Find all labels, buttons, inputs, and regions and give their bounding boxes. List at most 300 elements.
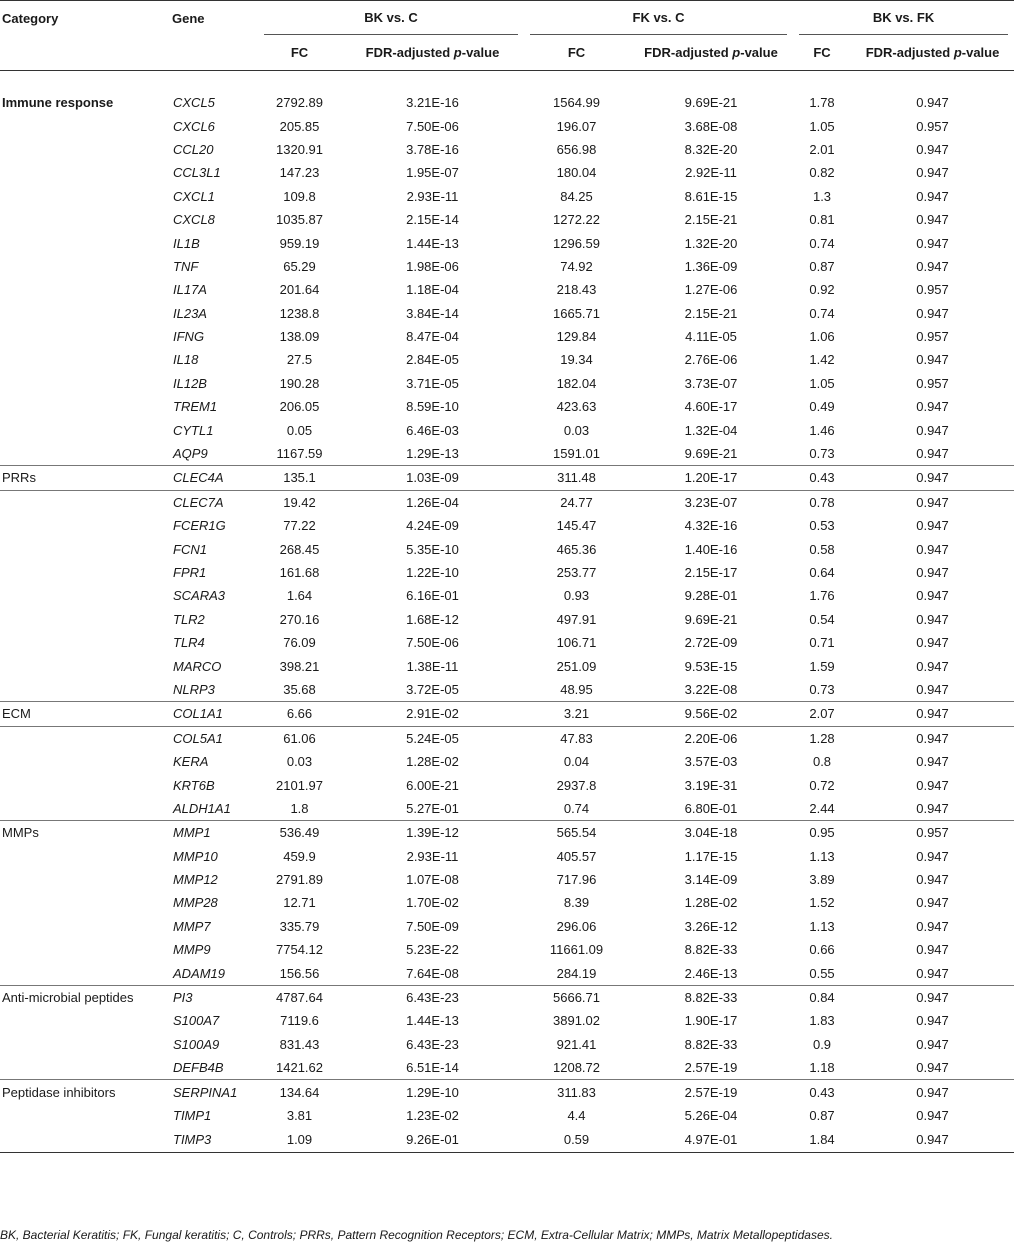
table-row <box>0 750 1014 773</box>
fk-vs-c-fc-cell: 1665.71 <box>553 305 600 321</box>
bk-vs-fk-fc-cell: 0.73 <box>809 681 835 697</box>
bk-vs-fk-fdr-cell: 0.947 <box>851 726 1014 750</box>
header-fdr-p: p <box>953 45 962 60</box>
header-fdr-prefix: FDR-adjusted <box>365 45 454 60</box>
table-row <box>0 961 1014 985</box>
gene-cell: TLR4 <box>173 635 205 651</box>
bk-vs-c-fc-cell: 2791.89 <box>276 872 323 888</box>
category-cell <box>0 938 170 961</box>
table-row <box>0 490 1014 514</box>
table-row <box>0 608 1014 631</box>
bk-vs-c-fc-cell: 19.42 <box>258 490 341 514</box>
bk-vs-fk-fdr-cell: 0.947 <box>916 518 949 534</box>
gene-cell: CXCL6 <box>173 118 215 134</box>
bk-vs-fk-fdr-cell: 0.947 <box>916 1107 949 1123</box>
gene-cell: CXCL5 <box>173 95 215 111</box>
category-cell <box>0 1056 170 1080</box>
gene-cell: TREM1 <box>173 399 218 415</box>
header-empty-gene <box>170 35 258 71</box>
fk-vs-c-fdr-cell: 1.32E-04 <box>684 422 738 438</box>
table-row <box>0 868 1014 891</box>
table-row <box>0 302 1014 325</box>
bk-vs-c-fdr-cell: 6.43E-23 <box>341 985 524 1009</box>
fk-vs-c-fdr-cell: 6.80E-01 <box>684 800 738 816</box>
bk-vs-fk-fdr-cell: 0.947 <box>851 1127 1014 1153</box>
bk-vs-c-fdr-cell: 1.18E-04 <box>406 282 459 298</box>
bk-vs-c-fc-cell: 2101.97 <box>276 777 323 793</box>
bk-vs-c-fc-cell: 1167.59 <box>276 446 323 462</box>
header-fc-bk-vs-fk: FC <box>793 35 851 71</box>
table-row <box>0 915 1014 938</box>
bk-vs-fk-fdr-cell: 0.947 <box>851 466 1014 490</box>
fk-vs-c-fdr-cell: 1.28E-02 <box>684 895 738 911</box>
category-cell <box>0 208 170 231</box>
bk-vs-fk-fc-cell: 0.8 <box>812 754 832 770</box>
bk-vs-c-fc-cell: 135.1 <box>258 466 341 490</box>
table-row <box>0 1009 1014 1032</box>
category-cell <box>0 161 170 184</box>
bk-vs-c-fc-cell: 27.5 <box>286 352 313 368</box>
bk-vs-fk-fdr-cell: 0.947 <box>851 702 1014 726</box>
bk-vs-fk-fc-cell: 0.95 <box>793 821 851 845</box>
fk-vs-c-fc-cell: 296.06 <box>556 918 597 934</box>
table-row <box>0 161 1014 184</box>
gene-cell: S100A9 <box>173 1036 220 1052</box>
bk-vs-c-fdr-cell: 1.39E-12 <box>341 821 524 845</box>
category-cell <box>0 537 170 560</box>
bk-vs-c-fc-cell: 1421.62 <box>276 1060 323 1076</box>
bk-vs-fk-fc-cell: 0.64 <box>809 565 835 580</box>
gene-cell: IL1B <box>173 235 200 251</box>
gene-cell: TIMP1 <box>173 1107 212 1123</box>
table-row <box>0 395 1014 418</box>
fk-vs-c-fdr-cell: 2.15E-17 <box>684 565 738 580</box>
header-group-label: BK vs. C <box>264 2 518 35</box>
table-row <box>0 231 1014 254</box>
fk-vs-c-fdr-cell: 2.57E-19 <box>629 1080 793 1104</box>
bk-vs-c-fc-cell: 398.21 <box>279 658 320 674</box>
table-row <box>0 348 1014 371</box>
bk-vs-fk-fdr-cell: 0.947 <box>916 872 949 888</box>
fk-vs-c-fdr-cell: 8.61E-15 <box>684 188 738 204</box>
bk-vs-c-fc-cell: 1.8 <box>290 800 309 816</box>
bk-vs-c-fdr-cell: 6.00E-21 <box>406 777 459 793</box>
header-group-fk-vs-c <box>524 1 793 36</box>
fk-vs-c-fc-cell: 5666.71 <box>524 985 629 1009</box>
category-cell <box>0 114 170 137</box>
table-row <box>0 514 1014 537</box>
bk-vs-fk-fdr-cell: 0.947 <box>851 1080 1014 1104</box>
table-row <box>0 678 1014 702</box>
table-row <box>0 985 1014 1009</box>
fk-vs-c-fdr-cell: 8.82E-33 <box>629 985 793 1009</box>
gene-cell: TLR2 <box>173 611 205 627</box>
bk-vs-fk-fdr-cell: 0.947 <box>916 800 949 816</box>
bk-vs-fk-fdr-cell: 0.947 <box>916 165 949 181</box>
bk-vs-fk-fc-cell: 0.43 <box>793 1080 851 1104</box>
bk-vs-c-fdr-cell: 6.43E-23 <box>406 1036 459 1052</box>
fk-vs-c-fc-cell: 921.41 <box>556 1036 597 1052</box>
bk-vs-c-fdr-cell: 1.44E-13 <box>406 1013 459 1029</box>
fk-vs-c-fc-cell: 423.63 <box>556 399 597 415</box>
fk-vs-c-fdr-cell: 1.17E-15 <box>684 848 738 864</box>
fk-vs-c-fc-cell: 0.04 <box>563 754 590 770</box>
fk-vs-c-fc-cell: 129.84 <box>556 329 597 345</box>
fk-vs-c-fdr-cell: 9.69E-21 <box>684 611 738 627</box>
fk-vs-c-fc-cell: 182.04 <box>556 375 597 391</box>
bk-vs-c-fdr-cell: 8.47E-04 <box>406 329 459 345</box>
header-fdr-p: p <box>732 45 741 60</box>
bk-vs-fk-fc-cell: 0.71 <box>809 635 835 651</box>
bk-vs-c-fdr-cell: 3.72E-05 <box>406 681 459 697</box>
bk-vs-c-fdr-cell: 3.78E-16 <box>406 141 459 157</box>
table-row <box>0 372 1014 395</box>
header-gene: Gene <box>170 1 258 36</box>
fk-vs-c-fc-cell: 1296.59 <box>553 235 600 251</box>
bk-vs-fk-fdr-cell: 0.947 <box>916 141 949 157</box>
fk-vs-c-fdr-cell: 2.15E-21 <box>684 212 738 228</box>
bk-vs-c-fdr-cell: 1.29E-13 <box>406 446 459 462</box>
bk-vs-c-fc-cell: 205.85 <box>279 118 320 134</box>
bk-vs-fk-fdr-cell: 0.947 <box>916 965 949 981</box>
header-category: Category <box>0 1 170 36</box>
bk-vs-fk-fc-cell: 0.58 <box>809 541 835 557</box>
bk-vs-c-fc-cell: 7754.12 <box>276 942 323 958</box>
bk-vs-fk-fdr-cell: 0.947 <box>916 895 949 911</box>
fk-vs-c-fdr-cell: 1.36E-09 <box>684 258 738 274</box>
bk-vs-c-fc-cell: 1238.8 <box>279 305 320 321</box>
bk-vs-fk-fc-cell: 1.46 <box>809 422 835 438</box>
fk-vs-c-fdr-cell: 3.26E-12 <box>684 918 738 934</box>
bk-vs-c-fc-cell: 2792.89 <box>276 95 323 111</box>
table-row <box>0 278 1014 301</box>
bk-vs-c-fc-cell: 161.68 <box>279 565 320 580</box>
gene-cell: PI3 <box>170 985 258 1009</box>
table-row <box>0 584 1014 607</box>
fk-vs-c-fc-cell: 8.39 <box>563 895 590 911</box>
category-cell <box>0 372 170 395</box>
bk-vs-c-fdr-cell: 2.93E-11 <box>406 188 459 204</box>
header-row-groups <box>0 1 1014 36</box>
header-fdr-suffix: -value <box>961 45 1000 60</box>
gene-cell: CLEC4A <box>170 466 258 490</box>
fk-vs-c-fdr-cell: 2.72E-09 <box>684 635 738 651</box>
fk-vs-c-fdr-cell: 2.20E-06 <box>629 726 793 750</box>
bk-vs-fk-fc-cell: 1.78 <box>809 95 835 111</box>
bk-vs-fk-fdr-cell: 0.947 <box>916 422 949 438</box>
fk-vs-c-fc-cell: 656.98 <box>556 141 597 157</box>
fk-vs-c-fc-cell: 717.96 <box>556 872 597 888</box>
fk-vs-c-fdr-cell: 4.11E-05 <box>685 329 737 345</box>
table-row <box>0 1127 1014 1153</box>
fk-vs-c-fdr-cell: 3.73E-07 <box>684 375 738 391</box>
table-row <box>0 1080 1014 1104</box>
bk-vs-fk-fc-cell: 0.43 <box>793 466 851 490</box>
bk-vs-fk-fc-cell: 2.44 <box>809 800 835 816</box>
bk-vs-fk-fdr-cell: 0.957 <box>851 821 1014 845</box>
table-row <box>0 726 1014 750</box>
bk-vs-fk-fc-cell: 1.05 <box>809 375 835 391</box>
fk-vs-c-fdr-cell: 9.69E-21 <box>684 446 738 462</box>
category-cell: ECM <box>0 702 170 726</box>
fk-vs-c-fdr-cell: 3.04E-18 <box>629 821 793 845</box>
header-fdr-bk-vs-c <box>341 35 524 71</box>
fk-vs-c-fdr-cell: 3.22E-08 <box>684 681 738 697</box>
header-group-label: FK vs. C <box>530 2 787 35</box>
bk-vs-c-fdr-cell: 1.07E-08 <box>406 872 459 888</box>
fk-vs-c-fc-cell: 11661.09 <box>549 942 604 958</box>
bk-vs-fk-fdr-cell: 0.947 <box>916 399 949 415</box>
table-footnote: BK, Bacterial Keratitis; FK, Fungal keratitis; C, Controls; PRRs, Pattern Recognition Receptors; ECM, Extra-Cellular Matrix; MMPs, Matrix Metallopeptidases. <box>0 1228 833 1242</box>
bk-vs-c-fdr-cell: 7.50E-06 <box>406 118 459 134</box>
bk-vs-c-fdr-cell: 1.44E-13 <box>406 235 459 251</box>
gene-cell: IL18 <box>173 352 199 368</box>
bk-vs-fk-fc-cell: 0.49 <box>809 399 835 415</box>
category-cell <box>0 773 170 796</box>
bk-vs-c-fdr-cell: 5.35E-10 <box>406 541 459 557</box>
fk-vs-c-fdr-cell: 9.69E-21 <box>684 95 738 111</box>
bk-vs-fk-fdr-cell: 0.947 <box>916 1013 949 1029</box>
bk-vs-c-fc-cell: 6.66 <box>258 702 341 726</box>
gene-cell: IL12B <box>173 375 207 391</box>
table-row <box>0 418 1014 441</box>
fk-vs-c-fdr-cell: 4.97E-01 <box>629 1127 793 1153</box>
fk-vs-c-fc-cell: 0.59 <box>524 1127 629 1153</box>
bk-vs-fk-fc-cell: 2.01 <box>809 141 835 157</box>
gene-cell: TIMP3 <box>170 1127 258 1153</box>
category-cell <box>0 915 170 938</box>
fk-vs-c-fdr-cell: 1.32E-20 <box>684 235 738 251</box>
bk-vs-c-fdr-cell: 7.50E-06 <box>406 635 459 651</box>
gene-cell: KRT6B <box>173 777 215 793</box>
bk-vs-c-fc-cell: 0.05 <box>286 422 313 438</box>
bk-vs-c-fdr-cell: 3.71E-05 <box>406 375 459 391</box>
bk-vs-c-fdr-cell: 2.93E-11 <box>406 848 459 864</box>
gene-cell: CXCL8 <box>173 212 215 228</box>
bk-vs-c-fc-cell: 65.29 <box>283 258 316 274</box>
fk-vs-c-fc-cell: 47.83 <box>524 726 629 750</box>
table-row <box>0 773 1014 796</box>
bk-vs-fk-fdr-cell: 0.947 <box>916 212 949 228</box>
category-cell <box>0 1127 170 1153</box>
gene-cell: CXCL1 <box>173 188 215 204</box>
bk-vs-c-fc-cell: 134.64 <box>258 1080 341 1104</box>
category-cell <box>0 1033 170 1056</box>
gene-cell: AQP9 <box>173 446 208 462</box>
fk-vs-c-fdr-cell: 1.90E-17 <box>684 1013 738 1029</box>
fk-vs-c-fc-cell: 311.83 <box>524 1080 629 1104</box>
bk-vs-c-fc-cell: 138.09 <box>279 329 320 345</box>
fk-vs-c-fc-cell: 4.4 <box>567 1107 586 1123</box>
bk-vs-fk-fc-cell: 3.89 <box>809 872 835 888</box>
bk-vs-fk-fc-cell: 1.84 <box>793 1127 851 1153</box>
bk-vs-c-fdr-cell: 3.21E-16 <box>406 95 459 111</box>
fk-vs-c-fc-cell: 74.92 <box>560 258 593 274</box>
gene-cell: SCARA3 <box>173 588 226 604</box>
fk-vs-c-fdr-cell: 1.27E-06 <box>684 282 738 298</box>
header-spacer <box>0 71 1014 92</box>
bk-vs-fk-fdr-cell: 0.947 <box>916 588 949 604</box>
fk-vs-c-fc-cell: 3.21 <box>524 702 629 726</box>
table-row <box>0 208 1014 231</box>
category-cell <box>0 726 170 750</box>
table-row <box>0 91 1014 114</box>
bk-vs-c-fc-cell: 201.64 <box>279 282 320 298</box>
bk-vs-fk-fdr-cell: 0.947 <box>916 1036 949 1052</box>
header-row-subcolumns <box>0 35 1014 71</box>
fk-vs-c-fc-cell: 3891.02 <box>553 1013 600 1029</box>
header-group-label: BK vs. FK <box>799 2 1008 35</box>
category-cell <box>0 678 170 702</box>
bk-vs-fk-fdr-cell: 0.947 <box>916 918 949 934</box>
fk-vs-c-fc-cell: 84.25 <box>560 188 593 204</box>
gene-cell: S100A7 <box>173 1013 220 1029</box>
fk-vs-c-fdr-cell: 9.28E-01 <box>684 588 738 604</box>
table-row <box>0 466 1014 490</box>
table-row <box>0 631 1014 654</box>
bk-vs-fk-fdr-cell: 0.947 <box>851 490 1014 514</box>
category-cell <box>0 1104 170 1127</box>
bk-vs-c-fc-cell: 76.09 <box>283 635 316 651</box>
bk-vs-c-fdr-cell: 1.28E-02 <box>406 754 459 770</box>
gene-cell: FCER1G <box>173 518 226 534</box>
table-row <box>0 1104 1014 1127</box>
fk-vs-c-fdr-cell: 4.60E-17 <box>684 399 738 415</box>
table-body <box>0 71 1014 1153</box>
header-fc-bk-vs-c: FC <box>258 35 341 71</box>
header-empty-category <box>0 35 170 71</box>
gene-cell: TNF <box>173 258 199 274</box>
table-row <box>0 138 1014 161</box>
gene-cell: ALDH1A1 <box>173 800 231 816</box>
bk-vs-fk-fc-cell: 0.82 <box>809 165 835 181</box>
fk-vs-c-fc-cell: 19.34 <box>560 352 593 368</box>
header-fdr-fk-vs-c <box>629 35 793 71</box>
bk-vs-fk-fc-cell: 0.78 <box>793 490 851 514</box>
gene-cell: DEFB4B <box>173 1060 224 1076</box>
bk-vs-fk-fc-cell: 1.05 <box>809 118 835 134</box>
bk-vs-c-fc-cell: 7119.6 <box>280 1013 319 1029</box>
bk-vs-fk-fc-cell: 0.9 <box>812 1036 832 1052</box>
bk-vs-fk-fdr-cell: 0.947 <box>916 658 949 674</box>
bk-vs-fk-fc-cell: 0.74 <box>809 235 835 251</box>
category-cell <box>0 138 170 161</box>
category-cell <box>0 797 170 821</box>
bk-vs-c-fc-cell: 61.06 <box>258 726 341 750</box>
table-row <box>0 1033 1014 1056</box>
table-row <box>0 537 1014 560</box>
gene-cell: SERPINA1 <box>170 1080 258 1104</box>
fk-vs-c-fdr-cell: 8.82E-33 <box>684 942 738 958</box>
fk-vs-c-fc-cell: 311.48 <box>524 466 629 490</box>
category-cell <box>0 231 170 254</box>
fk-vs-c-fc-cell: 106.71 <box>556 635 597 651</box>
bk-vs-c-fdr-cell: 5.24E-05 <box>341 726 524 750</box>
bk-vs-c-fdr-cell: 5.27E-01 <box>406 800 459 816</box>
bk-vs-fk-fc-cell: 1.83 <box>809 1013 835 1029</box>
gene-cell: MARCO <box>173 658 222 674</box>
gene-cell: CCL3L1 <box>173 165 221 181</box>
gene-cell: IL17A <box>173 282 207 298</box>
bk-vs-fk-fc-cell: 1.3 <box>812 188 832 204</box>
bk-vs-fk-fdr-cell: 0.957 <box>916 118 949 134</box>
category-cell <box>0 418 170 441</box>
header-fdr-prefix: FDR-adjusted <box>644 45 733 60</box>
bk-vs-fk-fdr-cell: 0.947 <box>916 541 949 557</box>
gene-cell: IFNG <box>173 329 205 345</box>
bk-vs-c-fc-cell: 109.8 <box>283 188 316 204</box>
fk-vs-c-fdr-cell: 2.76E-06 <box>684 352 738 368</box>
fk-vs-c-fdr-cell: 3.23E-07 <box>629 490 793 514</box>
gene-cell: FCN1 <box>173 541 207 557</box>
bk-vs-c-fc-cell: 3.81 <box>286 1107 313 1123</box>
header-fc-fk-vs-c: FC <box>524 35 629 71</box>
bk-vs-fk-fc-cell: 0.84 <box>793 985 851 1009</box>
bk-vs-fk-fc-cell: 0.73 <box>809 446 835 462</box>
table-row <box>0 702 1014 726</box>
bk-vs-c-fc-cell: 831.43 <box>279 1036 320 1052</box>
bk-vs-c-fc-cell: 270.16 <box>279 611 320 627</box>
bk-vs-c-fc-cell: 268.45 <box>279 541 320 557</box>
bk-vs-fk-fc-cell: 1.76 <box>809 588 835 604</box>
fk-vs-c-fc-cell: 251.09 <box>556 658 597 674</box>
gene-cell: NLRP3 <box>173 681 215 697</box>
fk-vs-c-fc-cell: 1272.22 <box>553 212 600 228</box>
bk-vs-c-fdr-cell: 1.03E-09 <box>341 466 524 490</box>
bk-vs-c-fdr-cell: 1.68E-12 <box>406 611 459 627</box>
category-cell <box>0 348 170 371</box>
fk-vs-c-fc-cell: 1208.72 <box>553 1060 600 1076</box>
bk-vs-fk-fdr-cell: 0.947 <box>916 188 949 204</box>
bk-vs-fk-fc-cell: 1.42 <box>809 352 835 368</box>
bk-vs-c-fdr-cell: 1.95E-07 <box>406 165 459 181</box>
bk-vs-c-fdr-cell: 4.24E-09 <box>406 518 459 534</box>
fk-vs-c-fc-cell: 405.57 <box>556 848 597 864</box>
bk-vs-c-fdr-cell: 2.15E-14 <box>406 212 459 228</box>
fk-vs-c-fdr-cell: 8.82E-33 <box>684 1036 738 1052</box>
bk-vs-c-fc-cell: 4787.64 <box>258 985 341 1009</box>
bk-vs-fk-fdr-cell: 0.947 <box>916 258 949 274</box>
fk-vs-c-fc-cell: 497.91 <box>556 611 597 627</box>
bk-vs-fk-fc-cell: 0.54 <box>809 611 835 627</box>
table-row <box>0 185 1014 208</box>
gene-cell: COL5A1 <box>170 726 258 750</box>
fk-vs-c-fdr-cell: 5.26E-04 <box>684 1107 738 1123</box>
bk-vs-fk-fdr-cell: 0.947 <box>851 985 1014 1009</box>
bk-vs-c-fdr-cell: 1.98E-06 <box>406 258 459 274</box>
category-cell <box>0 185 170 208</box>
fk-vs-c-fdr-cell: 2.15E-21 <box>684 305 738 321</box>
bk-vs-fk-fc-cell: 0.92 <box>809 282 835 298</box>
bk-vs-c-fdr-cell: 1.38E-11 <box>406 658 459 674</box>
bk-vs-c-fc-cell: 77.22 <box>283 518 316 534</box>
bk-vs-fk-fc-cell: 0.72 <box>809 777 835 793</box>
gene-cell: CCL20 <box>173 141 214 157</box>
bk-vs-c-fdr-cell: 1.70E-02 <box>406 895 459 911</box>
bk-vs-fk-fdr-cell: 0.947 <box>916 235 949 251</box>
bk-vs-fk-fdr-cell: 0.947 <box>916 1060 949 1076</box>
fk-vs-c-fc-cell: 24.77 <box>524 490 629 514</box>
bk-vs-c-fdr-cell: 6.51E-14 <box>406 1060 459 1076</box>
category-cell <box>0 255 170 278</box>
category-cell <box>0 845 170 868</box>
gene-cell: MMP7 <box>173 918 211 934</box>
table-row <box>0 325 1014 348</box>
bk-vs-c-fc-cell: 1.09 <box>258 1127 341 1153</box>
category-cell: PRRs <box>0 466 170 490</box>
header-fdr-p: p <box>453 45 462 60</box>
category-cell <box>0 750 170 773</box>
